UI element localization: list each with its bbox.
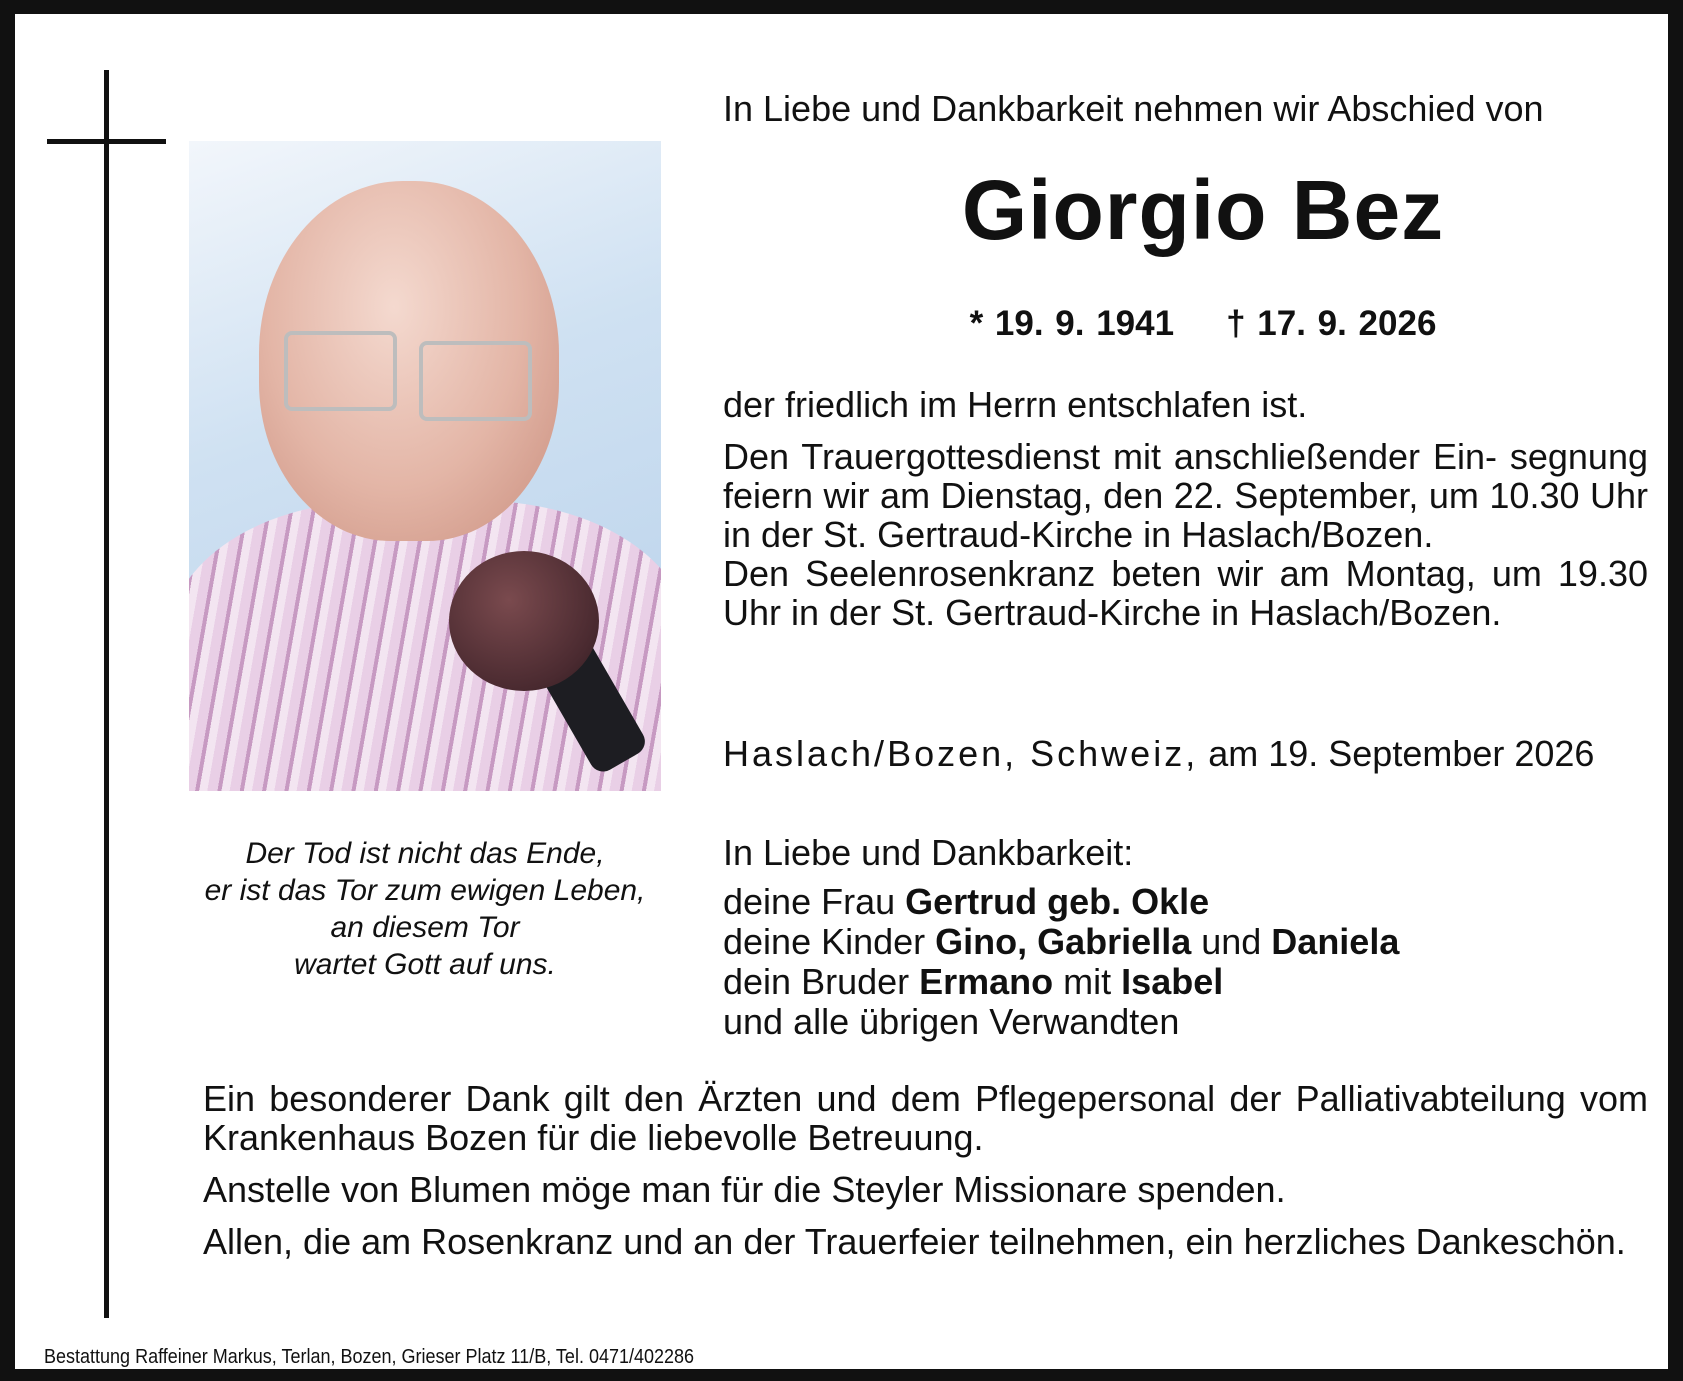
intro-text: In Liebe und Dankbarkeit nehmen wir Abschied von (723, 88, 1544, 129)
place-date-value: am 19. September 2026 (1198, 733, 1595, 774)
rosary-text: Den Seelenrosenkranz beten wir am Montag, um 19.30 Uhr in der St. Gertraud-Kirche in Haslach/Bozen. (723, 553, 1648, 633)
passed-text: der friedlich im Herrn entschlafen ist. (723, 384, 1308, 425)
birth-date: * 19. 9. 1941 (969, 304, 1175, 343)
photo-glasses-left (284, 331, 397, 411)
portrait-photo (189, 141, 661, 791)
life-dates (723, 304, 1683, 344)
mourners-heading: In Liebe und Dankbarkeit: (723, 832, 1134, 873)
mourner-line-wife: deine Frau Gertrud geb. Okle (723, 881, 1210, 922)
death-date: † 17. 9. 2026 (1226, 304, 1437, 343)
donation-note: Anstelle von Blumen möge man für die Steyler Missionare spenden. (203, 1169, 1286, 1210)
mourner-line-brother: dein Bruder Ermano mit Isabel (723, 961, 1224, 1002)
place-date (723, 734, 1648, 773)
deceased-name: Giorgio Bez (961, 163, 1445, 257)
service-info (723, 437, 1648, 632)
thanks-medical-staff: Ein besonderer Dank gilt den Ärzten und dem Pflegepersonal der Palliativabteilung vom Krankenhaus Bozen für die liebevolle Betreuung. (203, 1078, 1648, 1158)
place-name: Haslach/Bozen, Schweiz, (723, 733, 1199, 774)
funeral-home-footer: Bestattung Raffeiner Markus, Terlan, Bozen, Grieser Platz 11/B, Tel. 0471/402286 (44, 1346, 695, 1368)
memorial-quote: Der Tod ist nicht das Ende, er ist das Tor zum ewigen Leben, an diesem Tor wartet Gott auf uns. (204, 837, 646, 981)
cross-horizontal (47, 139, 166, 144)
mourners-list (723, 882, 1399, 1042)
service-text: Den Trauergottesdienst mit anschließender Ein- segnung feiern wir am Dienstag, den 22. September, um 10.30 Uhr in der St. Gertraud-Kirche in Haslach/Bozen. (723, 436, 1648, 555)
photo-glasses-right (419, 341, 532, 421)
photo-microphone (449, 551, 599, 691)
obituary-card (15, 14, 1668, 1369)
mourner-line-children: deine Kinder Gino, Gabriella und Daniela (723, 921, 1400, 962)
mourner-line-relatives: und alle übrigen Verwandten (723, 1001, 1180, 1042)
cross-vertical (104, 70, 109, 1318)
closing-thanks: Allen, die am Rosenkranz und an der Trauerfeier teilnehmen, ein herzliches Dankeschön. (203, 1221, 1626, 1262)
